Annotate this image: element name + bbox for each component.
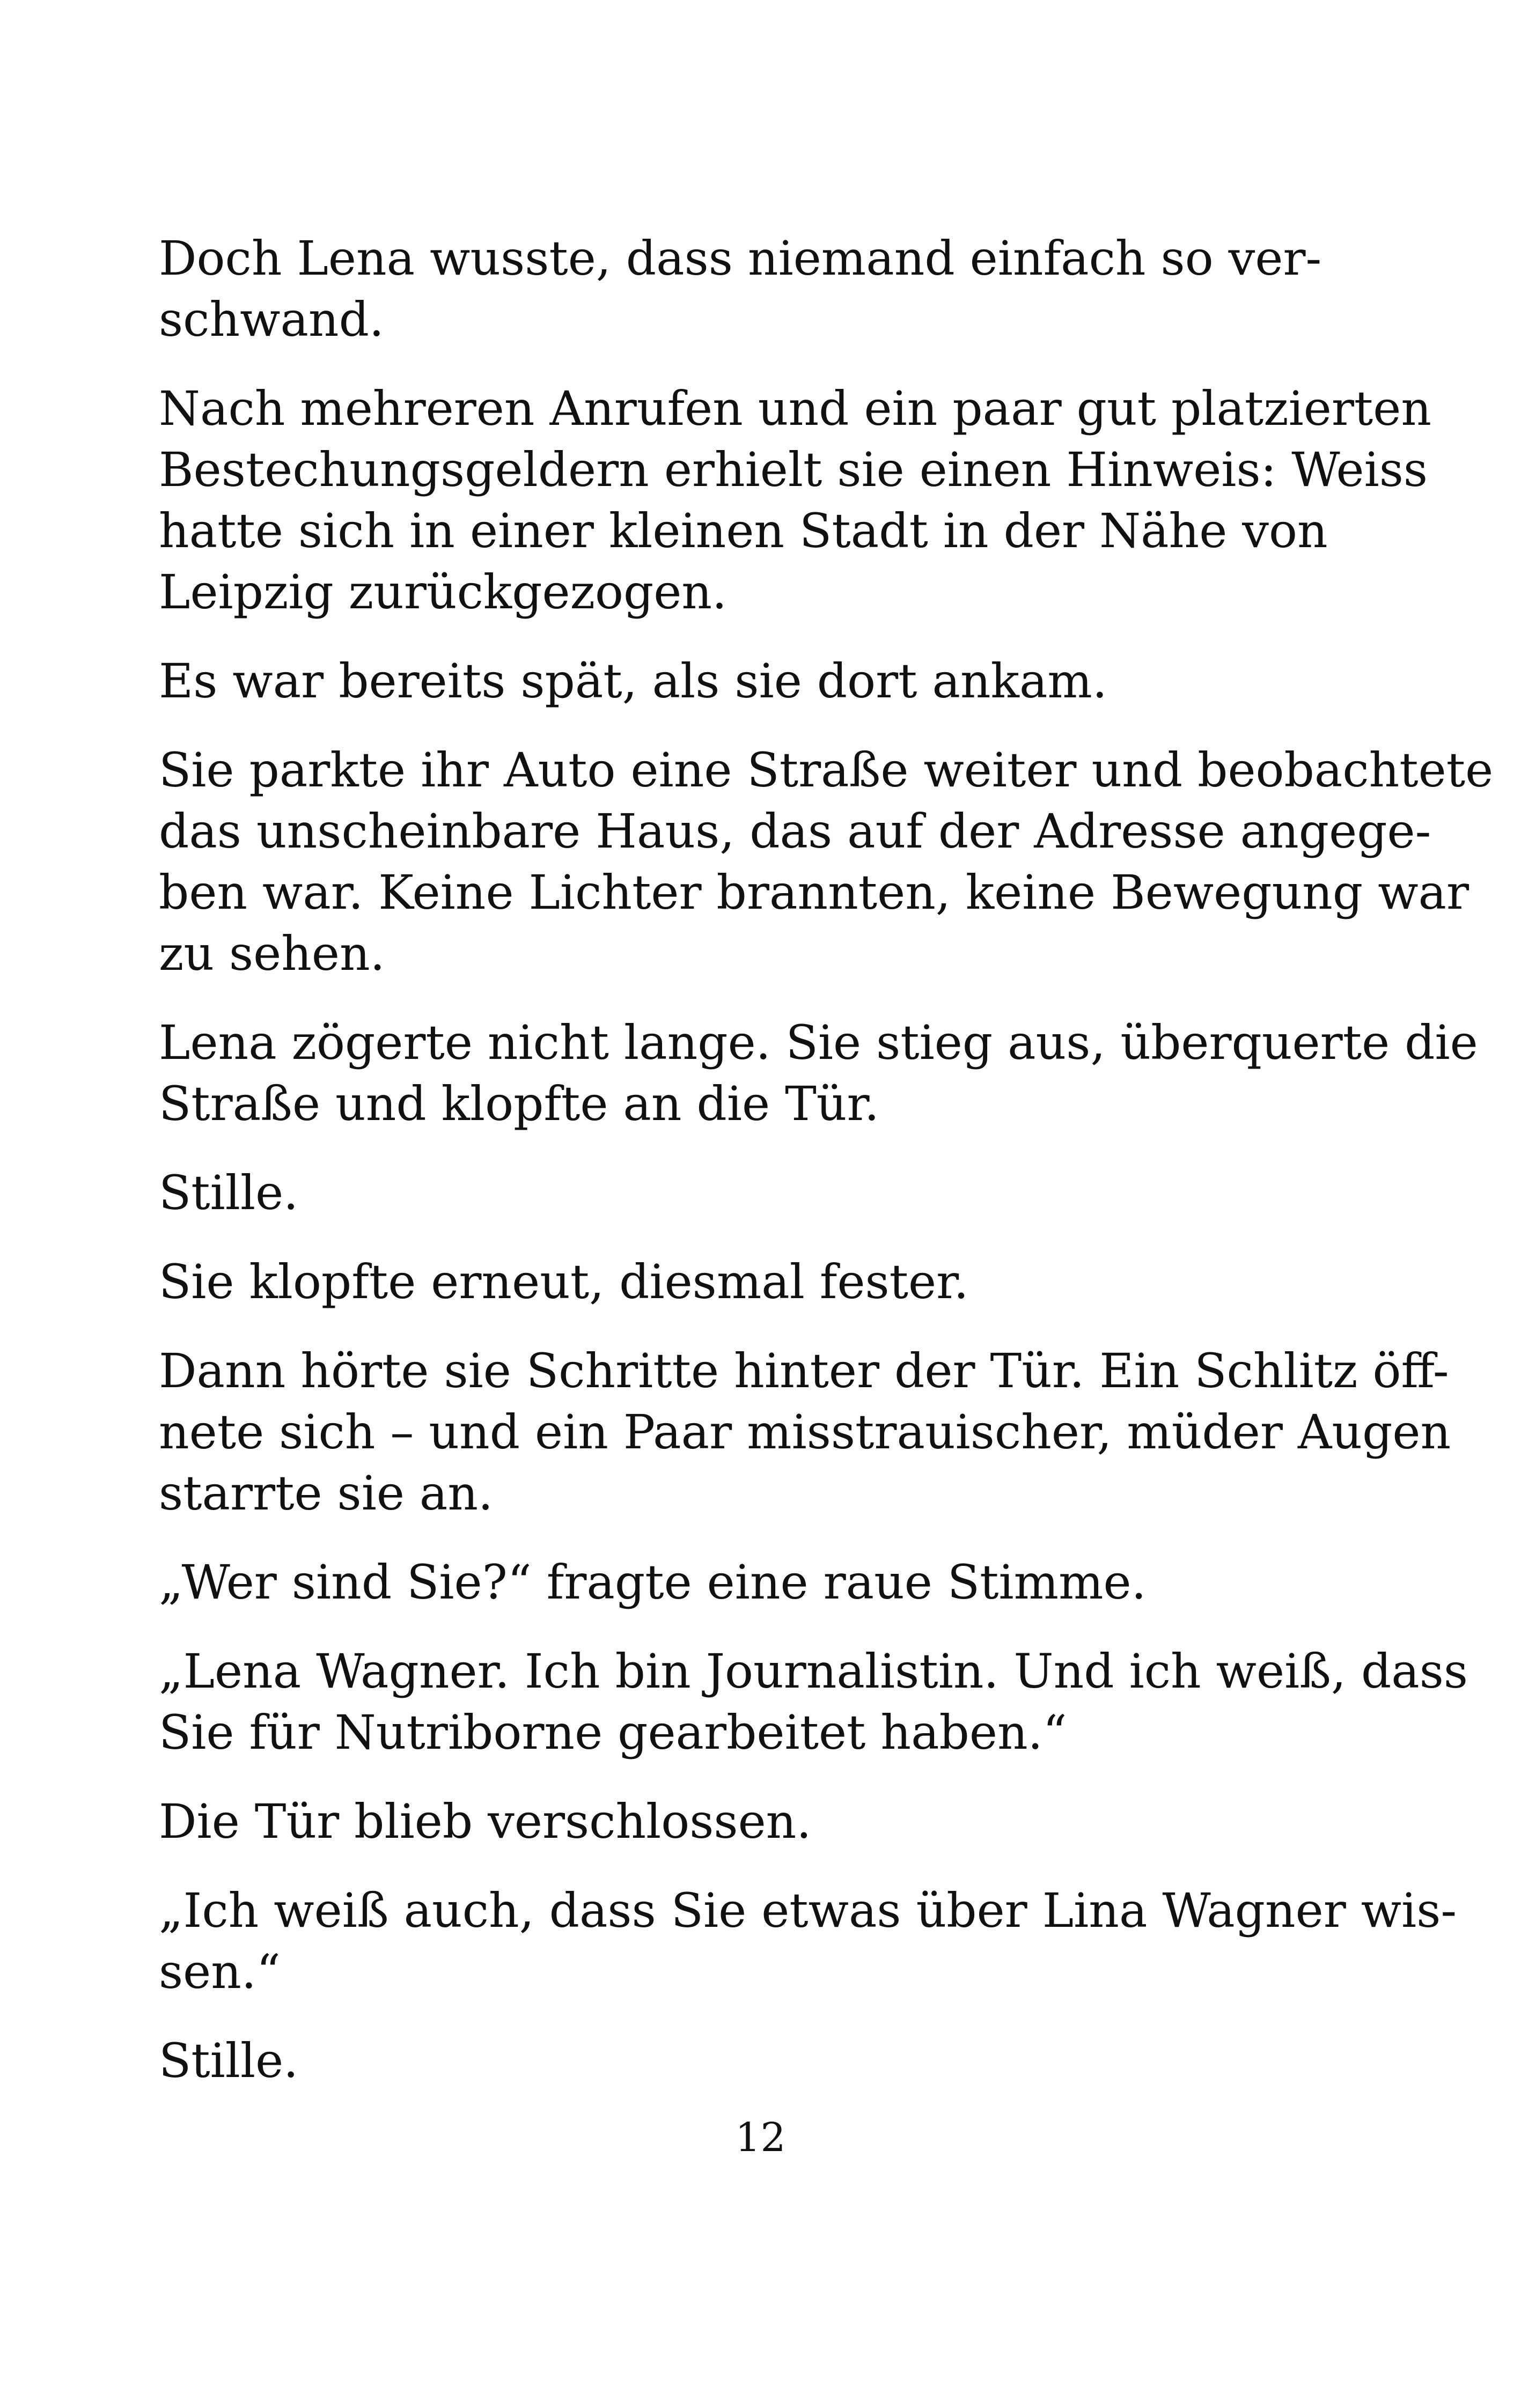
text-line: Nach mehreren Anrufen und ein paar gut platzierten — [159, 381, 1432, 436]
text-line: Stille. — [159, 1165, 299, 1220]
text-line: starrte sie an. — [159, 1466, 494, 1521]
text-line: hatte sich in einer kleinen Stadt in der Nähe von — [159, 503, 1328, 558]
paragraph — [159, 378, 1432, 623]
text-line: schwand. — [159, 292, 384, 347]
text-line: Sie klopfte erneut, diesmal fester. — [159, 1254, 969, 1309]
text-line: „Ich weiß auch, dass Sie etwas über Lina Wagner wis- — [159, 1883, 1457, 1938]
paragraph — [159, 1552, 1363, 1613]
text-line: das unscheinbare Haus, das auf der Adresse angege- — [159, 804, 1431, 859]
paragraph — [159, 1880, 1457, 2002]
text-line: Straße und klopfte an die Tür. — [159, 1076, 879, 1131]
text-line: nete sich – und ein Paar misstrauischer, müder Augen — [159, 1404, 1451, 1460]
paragraph — [159, 740, 1494, 984]
page-number: 12 — [735, 2115, 786, 2161]
text-line: sen.“ — [159, 1944, 281, 1999]
paragraph — [159, 1162, 1363, 1224]
text-line: Sie für Nutriborne gearbeitet haben.“ — [159, 1705, 1067, 1760]
paragraph — [159, 1341, 1451, 1524]
text-line: ben war. Keine Lichter brannten, keine Bewegung war — [159, 865, 1469, 920]
text-line: „Lena Wagner. Ich bin Journalistin. Und ich weiß, dass — [159, 1644, 1468, 1699]
text-line: Dann hörte sie Schritte hinter der Tür. Ein Schlitz öff- — [159, 1343, 1449, 1398]
text-line: Lena zögerte nicht lange. Sie stieg aus, überquerte die — [159, 1015, 1478, 1070]
text-line: Leipzig zurückgezogen. — [159, 564, 728, 620]
paragraph — [159, 2030, 1363, 2092]
paragraph — [159, 1251, 1363, 1313]
paragraph — [159, 1641, 1468, 1763]
paragraph — [159, 228, 1363, 350]
text-line: Stille. — [159, 2033, 299, 2088]
text-line: Die Tür blieb verschlossen. — [159, 1794, 812, 1849]
text-line: Bestechungsgeldern erhielt sie einen Hinweis: Weiss — [159, 442, 1428, 497]
text-line: Es war bereits spät, als sie dort ankam. — [159, 653, 1107, 709]
paragraph — [159, 1012, 1478, 1135]
paragraph — [159, 651, 1363, 712]
text-line: „Wer sind Sie?“ fragte eine raue Stimme. — [159, 1555, 1147, 1610]
text-line: zu sehen. — [159, 926, 385, 981]
body-text — [159, 228, 1494, 2119]
paragraph — [159, 1791, 1363, 1852]
text-line: Sie parkte ihr Auto eine Straße weiter und beobachtete — [159, 742, 1494, 798]
text-line: Doch Lena wusste, dass niemand einfach so ver- — [159, 231, 1322, 286]
